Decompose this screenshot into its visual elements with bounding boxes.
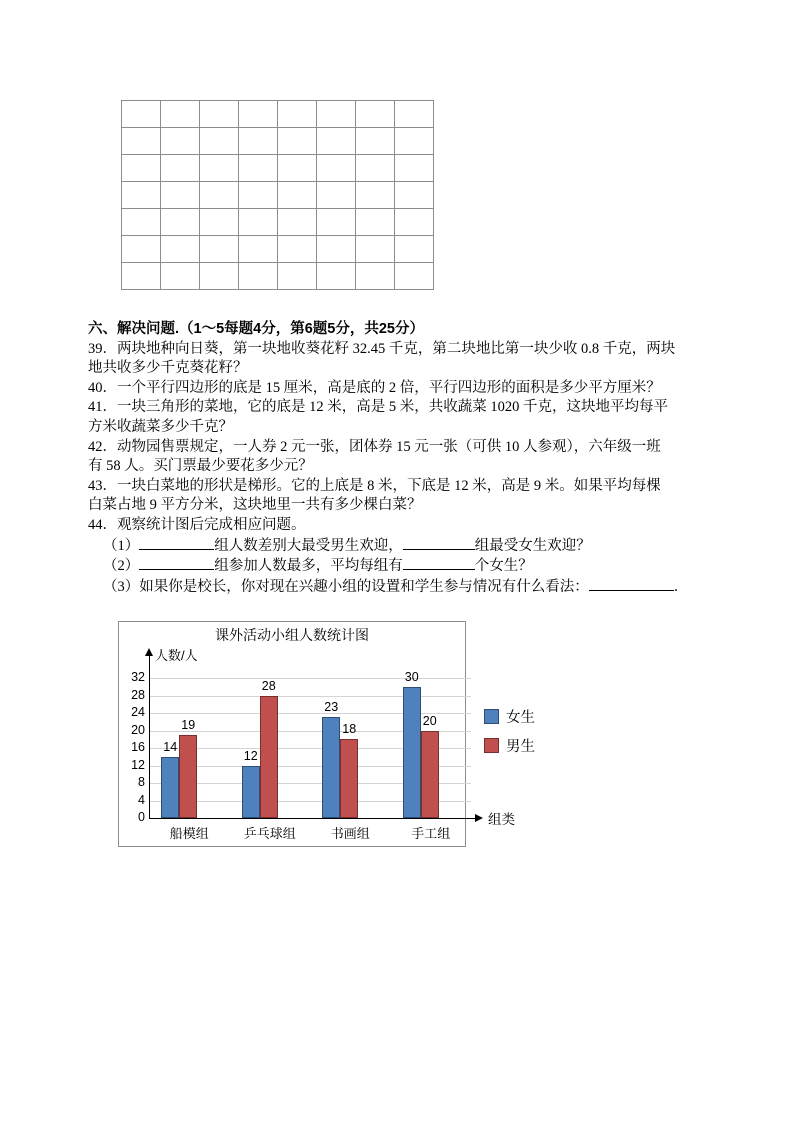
y-tick-label: 0 bbox=[138, 810, 145, 824]
grid-cell bbox=[395, 209, 434, 236]
grid-cell bbox=[317, 182, 356, 209]
grid-cell bbox=[239, 182, 278, 209]
chart-title: 课外活动小组人数统计图 bbox=[215, 627, 369, 643]
category-label: 乒乓球组 bbox=[243, 826, 296, 841]
grid-cell bbox=[239, 236, 278, 263]
problem-40-line1: 40．一个平行四边形的底是 15 厘米，高是底的 2 倍，平行四边形的面积是多少平方厘米？ bbox=[88, 379, 661, 396]
chart-plot-area bbox=[119, 622, 465, 846]
grid-cell bbox=[122, 128, 161, 155]
grid-cell bbox=[395, 128, 434, 155]
bar-chart bbox=[118, 621, 466, 847]
grid-cell bbox=[356, 128, 395, 155]
q1-label: （1） bbox=[103, 537, 140, 554]
y-axis-arrow-icon bbox=[145, 648, 153, 656]
grid-cell bbox=[278, 182, 317, 209]
q3-text-end: ． bbox=[673, 578, 689, 595]
grid-row bbox=[122, 263, 434, 290]
q1-text-end: 组最受女生欢迎？ bbox=[474, 537, 591, 554]
q2-text-mid: 组参加人数最多，平均每组有 bbox=[214, 558, 403, 575]
grid-row bbox=[122, 101, 434, 128]
q3-label: （3）如果你是校长，你对现在兴趣小组的设置和学生参与情况有什么看法： bbox=[103, 578, 589, 595]
problem-43-line2: 白菜占地 9 平方分米，这块地里一共有多少棵白菜？ bbox=[88, 497, 422, 514]
problem-44-q2 bbox=[88, 556, 724, 577]
grid-cell bbox=[356, 101, 395, 128]
grid-row bbox=[122, 209, 434, 236]
y-axis-label: 人数/人 bbox=[155, 648, 198, 663]
grid-cell bbox=[239, 209, 278, 236]
grid-cell bbox=[122, 209, 161, 236]
problem-44-intro: 44．观察统计图后完成相应问题。 bbox=[88, 516, 306, 533]
grid-cell bbox=[239, 263, 278, 290]
problem-43-line1: 43．一块白菜地的形状是梯形。它的上底是 8 米，下底是 12 米，高是 9 米。如果平均每棵 bbox=[88, 477, 661, 494]
bar-value-label: 18 bbox=[342, 722, 357, 737]
grid-cell bbox=[161, 155, 200, 182]
bar bbox=[340, 739, 358, 818]
grid-cell bbox=[356, 182, 395, 209]
bar-value-label: 23 bbox=[324, 700, 339, 715]
grid-cell bbox=[317, 128, 356, 155]
x-axis-arrow-icon bbox=[475, 814, 483, 822]
legend-label-girls: 女生 bbox=[506, 710, 535, 726]
grid-cell bbox=[161, 101, 200, 128]
legend-swatch-girls-icon bbox=[484, 709, 499, 724]
bar-value-label: 19 bbox=[181, 717, 196, 732]
grid-cell bbox=[239, 155, 278, 182]
grid-cell bbox=[317, 155, 356, 182]
grid-cell bbox=[161, 128, 200, 155]
q2-blank-2 bbox=[403, 556, 475, 570]
bar bbox=[260, 696, 278, 819]
y-tick-label: 20 bbox=[131, 722, 145, 737]
category-label: 书画组 bbox=[330, 826, 370, 841]
problem-44-q1 bbox=[88, 536, 724, 557]
grid-cell bbox=[278, 155, 317, 182]
problem-39-line1: 39．两块地种向日葵，第一块地收葵花籽 32.45 千克，第二块地比第一块少收 0.8 千克，两块 bbox=[88, 340, 676, 357]
y-tick-label: 28 bbox=[131, 687, 145, 702]
bar bbox=[161, 757, 179, 818]
grid-cell bbox=[200, 101, 239, 128]
grid-row bbox=[122, 128, 434, 155]
grid-cell bbox=[395, 263, 434, 290]
grid-cell bbox=[356, 236, 395, 263]
grid-cell bbox=[278, 128, 317, 155]
y-tick-label: 12 bbox=[131, 757, 145, 772]
grid-cell bbox=[200, 236, 239, 263]
problem-39-line2: 地共收多少千克葵花籽？ bbox=[88, 360, 248, 377]
grid-cell bbox=[395, 101, 434, 128]
problem-42-line2: 有 58 人。买门票最少要花多少元？ bbox=[88, 458, 313, 475]
problem-41-line1: 41．一块三角形的菜地，它的底是 12 米，高是 5 米，共收蔬菜 1020 千克，这块地平均每平 bbox=[88, 399, 668, 416]
problem-41-line2: 方米收蔬菜多少千克？ bbox=[88, 418, 233, 435]
bar-value-label: 20 bbox=[422, 713, 437, 728]
legend-swatch-boys-icon bbox=[484, 738, 499, 753]
answer-grid bbox=[121, 100, 434, 290]
q3-blank-1 bbox=[589, 577, 674, 591]
grid-cell bbox=[200, 209, 239, 236]
grid-cell bbox=[161, 236, 200, 263]
problem-42-line1: 42．动物园售票规定，一人券 2 元一张，团体券 15 元一张（可供 10 人参观），六年级一班 bbox=[88, 438, 661, 455]
bar bbox=[403, 687, 421, 818]
grid-cell bbox=[278, 101, 317, 128]
bar bbox=[421, 731, 439, 819]
grid-cell bbox=[200, 128, 239, 155]
grid-cell bbox=[122, 155, 161, 182]
grid-cell bbox=[122, 182, 161, 209]
y-tick-label: 24 bbox=[131, 705, 145, 719]
grid-cell bbox=[122, 263, 161, 290]
grid-cell bbox=[161, 263, 200, 290]
y-tick-label: 32 bbox=[131, 670, 145, 684]
grid-cell bbox=[239, 101, 278, 128]
grid-cell bbox=[161, 209, 200, 236]
grid-cell bbox=[200, 263, 239, 290]
grid-cell bbox=[122, 101, 161, 128]
y-gridline bbox=[150, 696, 471, 697]
y-axis-line bbox=[149, 656, 150, 818]
grid-cell bbox=[200, 182, 239, 209]
problem-44-q3 bbox=[88, 577, 724, 598]
bar bbox=[179, 735, 197, 818]
q1-blank-2 bbox=[403, 536, 475, 550]
grid-cell bbox=[395, 182, 434, 209]
bar-value-label: 28 bbox=[261, 678, 276, 693]
bar-value-label: 14 bbox=[163, 739, 178, 754]
section-header: 六、解决问题.（1～5每题4分，第6题5分，共25分） bbox=[88, 321, 424, 337]
grid-row bbox=[122, 236, 434, 263]
problems-section bbox=[88, 320, 724, 597]
category-label: 船模组 bbox=[169, 826, 209, 841]
bar-value-label: 30 bbox=[404, 669, 419, 684]
y-tick-label: 16 bbox=[131, 740, 145, 754]
y-tick-label: 4 bbox=[138, 792, 145, 807]
chart-legend bbox=[484, 706, 535, 764]
legend-item-girls bbox=[484, 706, 535, 727]
grid-cell bbox=[278, 263, 317, 290]
grid-cell bbox=[278, 209, 317, 236]
grid-cell bbox=[356, 263, 395, 290]
q2-text-end: 个女生？ bbox=[474, 558, 533, 575]
q1-blank-1 bbox=[139, 536, 214, 550]
grid-cell bbox=[395, 155, 434, 182]
y-tick-label: 8 bbox=[138, 775, 145, 789]
q2-blank-1 bbox=[139, 556, 214, 570]
grid-cell bbox=[200, 155, 239, 182]
grid-cell bbox=[317, 236, 356, 263]
x-axis-line bbox=[149, 818, 476, 819]
grid-cell bbox=[122, 236, 161, 263]
grid-cell bbox=[278, 236, 317, 263]
q2-label: （2） bbox=[103, 558, 140, 575]
grid-cell bbox=[356, 155, 395, 182]
grid-cell bbox=[239, 128, 278, 155]
legend-item-boys bbox=[484, 735, 535, 756]
grid-cell bbox=[317, 101, 356, 128]
grid-cell bbox=[161, 182, 200, 209]
bar bbox=[242, 766, 260, 819]
q1-text-mid: 组人数差别大最受男生欢迎， bbox=[214, 537, 403, 554]
grid-row bbox=[122, 155, 434, 182]
grid-cell bbox=[395, 236, 434, 263]
bar-value-label: 12 bbox=[243, 748, 258, 763]
grid-cell bbox=[317, 263, 356, 290]
grid-cell bbox=[317, 209, 356, 236]
grid-row bbox=[122, 182, 434, 209]
grid-cell bbox=[356, 209, 395, 236]
legend-label-boys: 男生 bbox=[506, 739, 535, 755]
category-label: 手工组 bbox=[411, 826, 451, 841]
x-axis-label: 组类 bbox=[488, 812, 515, 827]
